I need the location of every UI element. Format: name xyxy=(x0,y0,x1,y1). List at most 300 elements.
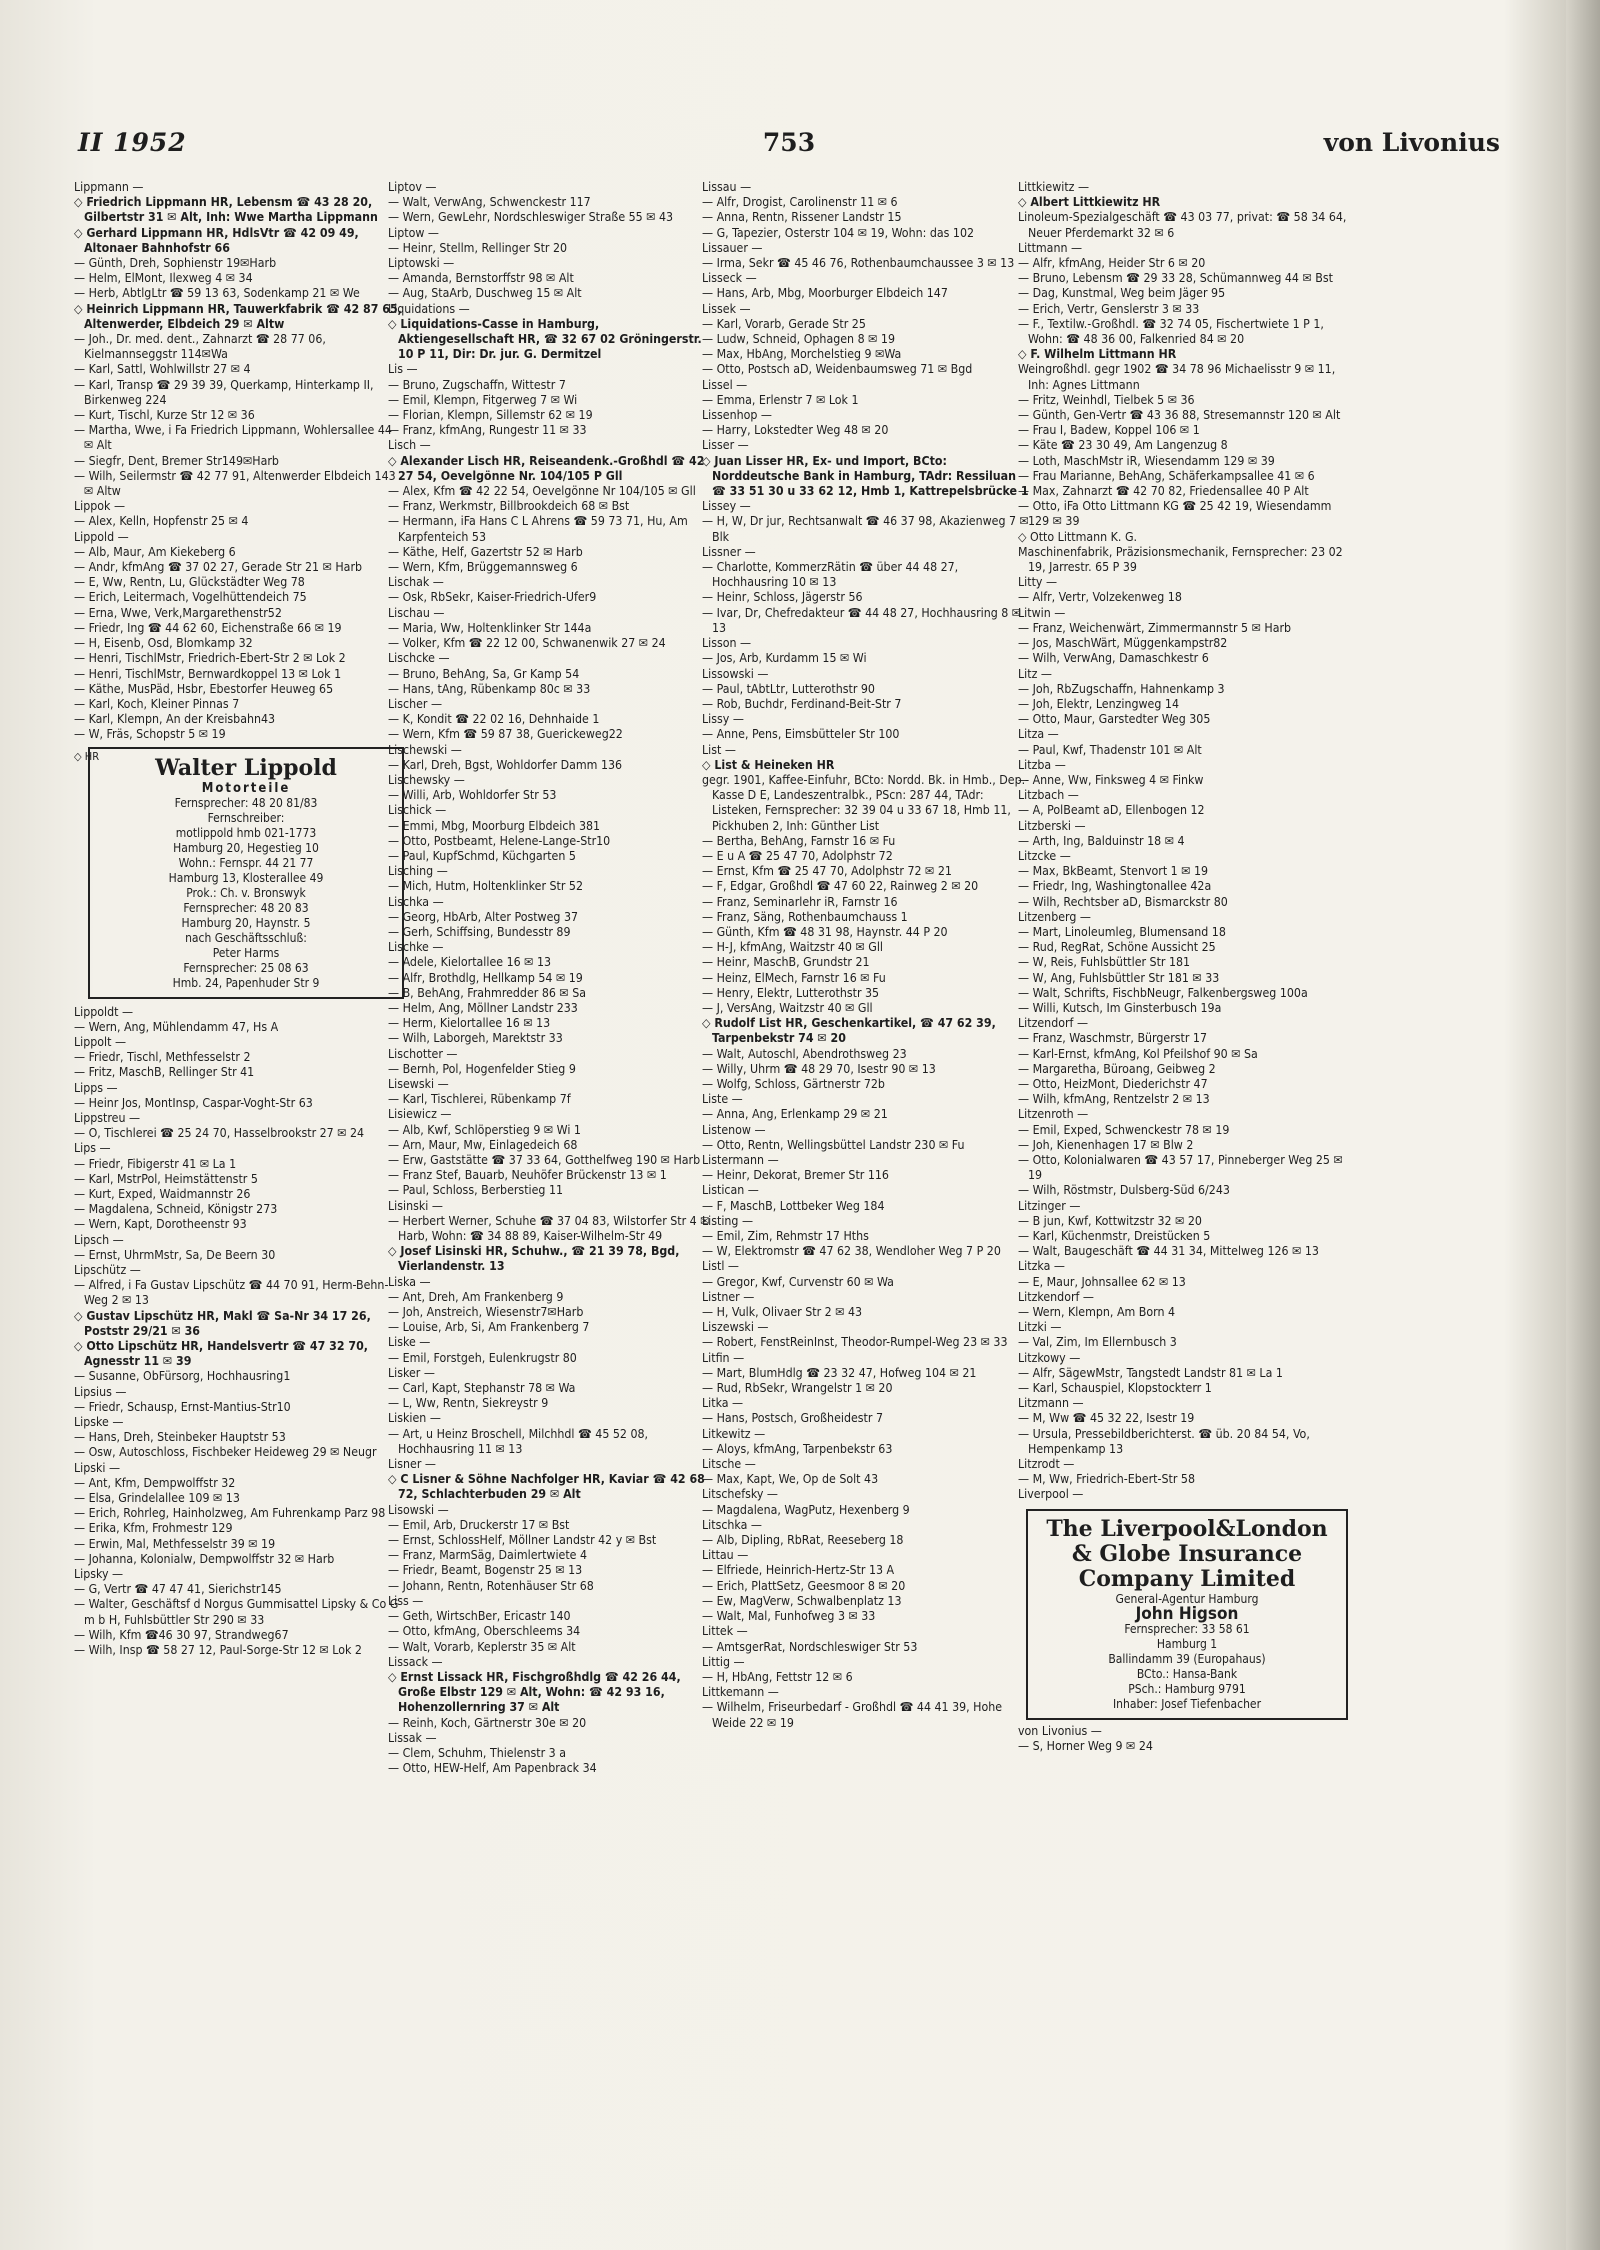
directory-entry: — Joh, Anstreich, Wiesenstr7✉Harb xyxy=(388,1305,584,1320)
directory-entry: — Karl, Transp ☎ 29 39 39, Querkamp, Hinterkamp II, Birkenweg 224 xyxy=(74,377,374,407)
directory-entry: — Amanda, Bernstorffstr 98 ✉ Alt xyxy=(388,271,574,286)
ad-line: nach Geschäftsschluß: xyxy=(185,930,307,945)
directory-entry: — Wern, Kfm, Brüggemannsweg 6 xyxy=(388,560,578,575)
directory-entry: — Elsa, Grindelallee 109 ✉ 13 xyxy=(74,1491,240,1506)
directory-entry: — Franz, MarmSäg, Daimlertwiete 4 xyxy=(388,1548,588,1563)
directory-entry: Weingroßhdl. gegr 1902 ☎ 34 78 96 Michaelisstr 9 ✉ 11, Inh: Agnes Littmann xyxy=(1018,362,1336,392)
directory-entry: — F, MaschB, Lottbeker Weg 184 xyxy=(702,1198,885,1213)
directory-entry: — Max, HbAng, Morchelstieg 9 ✉Wa xyxy=(702,347,902,362)
directory-entry: — Fritz, MaschB, Rellinger Str 41 xyxy=(74,1065,255,1080)
directory-entry: — Robert, FenstReinInst, Theodor-Rumpel-Weg 23 ✉ 33 xyxy=(702,1335,1008,1350)
directory-entry: — Paul, KupfSchmd, Küchgarten 5 xyxy=(388,848,576,863)
directory-entry: — H, Eisenb, Osd, Blomkamp 32 xyxy=(74,636,253,651)
header-volume-year: II 1952 xyxy=(78,128,187,157)
directory-entry: Liss — xyxy=(388,1593,424,1608)
directory-entry: — Otto, Postsch aD, Weidenbaumsweg 71 ✉ Bgd xyxy=(702,362,973,377)
ad-title-line: Company Limited xyxy=(1078,1565,1296,1592)
directory-entry: — Art, u Heinz Broschell, Milchhdl ☎ 45 52 08, Hochhausring 11 ✉ 13 xyxy=(388,1426,649,1456)
directory-entry: — Friedr, Fibigerstr 41 ✉ La 1 xyxy=(74,1156,237,1171)
ad-lines xyxy=(96,796,396,991)
directory-entry: Litzba — xyxy=(1018,757,1066,772)
directory-entry: — G, Vertr ☎ 47 47 41, Sierichstr145 xyxy=(74,1582,282,1597)
directory-entry: Listican — xyxy=(702,1183,759,1198)
directory-entry: — Emil, Forstgeh, Eulenkrugstr 80 xyxy=(388,1350,577,1365)
directory-entry: Lisowski — xyxy=(388,1502,449,1517)
directory-entry: Linoleum-Spezialgeschäft ☎ 43 03 77, privat: ☎ 58 34 64, Neuer Pferdemarkt 32 ✉ 6 xyxy=(1018,210,1347,240)
directory-entry: — Alb, Kwf, Schlöperstieg 9 ✉ Wi 1 xyxy=(388,1122,581,1137)
ad-line: Fernsprecher: 33 58 61 xyxy=(1124,1621,1250,1636)
ad-agency: General-Agentur Hamburg xyxy=(1115,1591,1259,1606)
directory-entry: Lippolt — xyxy=(74,1034,127,1049)
directory-entry: Lisinski — xyxy=(388,1198,443,1213)
directory-entry: Lippoldt — xyxy=(74,1004,134,1019)
directory-entry: — Wern, Klempn, Am Born 4 xyxy=(1018,1305,1176,1320)
directory-entry: — H, W, Dr jur, Rechtsanwalt ☎ 46 37 98, Akazienweg 7 ✉ Blk xyxy=(702,514,1029,544)
ad-title-line: & Globe Insurance xyxy=(1071,1540,1303,1567)
directory-entry: — Friedr, Tischl, Methfesselstr 2 xyxy=(74,1050,251,1065)
directory-entry: Liptow — xyxy=(388,225,439,240)
directory-entry: — Wilh, Rechtsber aD, Bismarckstr 80 xyxy=(1018,894,1228,909)
directory-entry: — Walt, Mal, Funhofweg 3 ✉ 33 xyxy=(702,1609,876,1624)
directory-entry: Listenow — xyxy=(702,1122,766,1137)
directory-entry: — Anna, Rentn, Rissener Landstr 15 xyxy=(702,210,902,225)
directory-entry: Litfin — xyxy=(702,1350,745,1365)
directory-entry: — Andr, kfmAng ☎ 37 02 27, Gerade Str 21 ✉ Harb xyxy=(74,560,363,575)
directory-entry: — Alex, Kelln, Hopfenstr 25 ✉ 4 xyxy=(74,514,249,529)
directory-entry: Lis — xyxy=(388,362,418,377)
directory-entry: Lisner — xyxy=(388,1457,436,1472)
directory-entry: — Georg, HbArb, Alter Postweg 37 xyxy=(388,909,579,924)
directory-entry: — M, Ww, Friedrich-Ebert-Str 58 xyxy=(1018,1472,1195,1487)
directory-entry: — Friedr, Ing ☎ 44 62 60, Eichenstraße 66 ✉ 19 xyxy=(74,620,342,635)
directory-entry: Liptov — xyxy=(388,180,437,194)
directory-entry: Liskien — xyxy=(388,1411,441,1426)
directory-entry: — Magdalena, WagPutz, Hexenberg 9 xyxy=(702,1502,910,1517)
directory-entry: — Erw, Gaststätte ☎ 37 33 64, Gotthelfweg 190 ✉ Harb xyxy=(388,1153,701,1167)
directory-entry: — Mart, Linoleumleg, Blumensand 18 xyxy=(1018,924,1226,939)
directory-entry: — Franz Stef, Bauarb, Neuhöfer Brückenstr 13 ✉ 1 xyxy=(388,1168,667,1183)
directory-entry: — Mart, BlumHdlg ☎ 23 32 47, Hofweg 104 ✉ 21 xyxy=(702,1365,977,1380)
directory-entry: — Joh, Kienenhagen 17 ✉ Blw 2 xyxy=(1018,1137,1194,1152)
directory-entry: Lissy — xyxy=(702,712,744,727)
directory-entry: — Emil, Arb, Druckerstr 17 ✉ Bst xyxy=(388,1517,570,1532)
directory-entry: — Wilh, Insp ☎ 58 27 12, Paul-Sorge-Str 12 ✉ Lok 2 xyxy=(74,1643,362,1658)
directory-entry: Litzrodt — xyxy=(1018,1457,1075,1472)
directory-entry: ◇ Rudolf List HR, Geschenkartikel, ☎ 47 62 39, Tarpenbekstr 74 ✉ 20 xyxy=(702,1016,996,1046)
ad-line: Fernsprecher: 48 20 83 xyxy=(183,900,309,915)
directory-entry: — Arth, Ing, Balduinstr 18 ✉ 4 xyxy=(1018,833,1185,848)
directory-entry: — Heinr, Dekorat, Bremer Str 116 xyxy=(702,1168,889,1183)
directory-entry: — W, Reis, Fuhlsbüttler Str 181 xyxy=(1018,955,1191,970)
directory-entry: — Günth, Kfm ☎ 48 31 98, Haynstr. 44 P 20 xyxy=(702,924,948,939)
directory-entry: — Bertha, BehAng, Farnstr 16 ✉ Fu xyxy=(702,833,896,848)
directory-entry: — W, Ang, Fuhlsbüttler Str 181 ✉ 33 xyxy=(1018,970,1220,985)
directory-entry: — Adele, Kielortallee 16 ✉ 13 xyxy=(388,955,552,970)
directory-entry: — Aug, StaArb, Duschweg 15 ✉ Alt xyxy=(388,286,582,301)
directory-entry: Lischer — xyxy=(388,696,443,711)
directory-entry: — Willi, Arb, Wohldorfer Str 53 xyxy=(388,788,557,803)
directory-entry: Littau — xyxy=(702,1548,749,1563)
directory-entry: — Max, Kapt, We, Op de Solt 43 xyxy=(702,1472,879,1487)
directory-entry: — Harry, Lokstedter Weg 48 ✉ 20 xyxy=(702,423,889,438)
directory-entry: — Erna, Wwe, Verk,Margarethenstr52 xyxy=(74,605,282,620)
directory-entry: — Karl, MstrPol, Heimstättenstr 5 xyxy=(74,1171,258,1186)
directory-entry: — Otto, Rentn, Wellingsbüttel Landstr 230 ✉ Fu xyxy=(702,1137,965,1152)
directory-entry: List — xyxy=(702,742,736,757)
ad-line: BCto.: Hansa-Bank xyxy=(1136,1666,1238,1681)
directory-entry: — Geth, WirtschBer, Ericastr 140 xyxy=(388,1609,571,1624)
directory-entry: — Emma, Erlenstr 7 ✉ Lok 1 xyxy=(702,392,859,407)
directory-entry: — Frau Marianne, BehAng, Schäferkampsallee 41 ✉ 6 xyxy=(1018,468,1315,483)
directory-entry: — Susanne, ObFürsorg, Hochhausring1 xyxy=(74,1369,291,1384)
directory-entry: Liske — xyxy=(388,1335,431,1350)
directory-entry: — Paul, Kwf, Thadenstr 101 ✉ Alt xyxy=(1018,742,1202,757)
directory-entry: Littmann — xyxy=(1018,240,1083,255)
directory-entry: — F, Edgar, Großhdl ☎ 47 60 22, Rainweg 2 ✉ 20 xyxy=(702,879,979,894)
directory-entry: — Günth, Gen-Vertr ☎ 43 36 88, Stresemannstr 120 ✉ Alt xyxy=(1018,408,1341,423)
directory-entry: Litzenroth — xyxy=(1018,1107,1089,1122)
column-1-entries-top xyxy=(74,180,404,743)
directory-entry: — Hans, Dreh, Steinbeker Hauptstr 53 xyxy=(74,1430,286,1445)
directory-entry: Litschka — xyxy=(702,1517,762,1532)
ad-line: Hmb. 24, Papenhuder Str 9 xyxy=(172,975,320,990)
directory-entry: — Erich, PlattSetz, Geesmoor 8 ✉ 20 xyxy=(702,1578,906,1593)
directory-entry: — Franz, kfmAng, Rungestr 11 ✉ 33 xyxy=(388,423,587,438)
directory-entry: — Wolfg, Schloss, Gärtnerstr 72b xyxy=(702,1076,885,1091)
directory-entry: Lisseck — xyxy=(702,271,757,286)
directory-entry: — Alfr, kfmAng, Heider Str 6 ✉ 20 xyxy=(1018,256,1206,271)
directory-entry: Listner — xyxy=(702,1289,755,1304)
ad-line: Peter Harms xyxy=(212,945,280,960)
directory-entry: — Karl, Schauspiel, Klopstockterr 1 xyxy=(1018,1381,1212,1396)
directory-entry: — H-J, kfmAng, Waitzstr 40 ✉ Gll xyxy=(702,940,883,955)
directory-entry: — Wilh, kfmAng, Rentzelstr 2 ✉ 13 xyxy=(1018,1092,1210,1107)
directory-entry: Litzkowy — xyxy=(1018,1350,1081,1365)
header-running-name: von Livonius xyxy=(1323,128,1500,157)
directory-entry: — Erich, Vertr, Genslerstr 3 ✉ 33 xyxy=(1018,301,1200,316)
directory-entry: Litwin — xyxy=(1018,605,1066,620)
directory-entry: — L, Ww, Rentn, Siekreystr 9 xyxy=(388,1396,549,1411)
directory-entry: — Karl, Sattl, Wohlwillstr 27 ✉ 4 xyxy=(74,362,251,377)
directory-entry: — Jos, MaschWärt, Müggenkampstr82 xyxy=(1018,636,1228,651)
directory-entry: — E u A ☎ 25 47 70, Adolphstr 72 xyxy=(702,848,893,863)
directory-entry: gegr. 1901, Kaffee-Einfuhr, BCto: Nordd. Bk. in Hmb., Dep.-Kasse D E, Landeszentralbk., PScn: 287 44, TAdr: Listeken, Fernsprecher: 32 39 04 u 33 67 18, Hmb 11, Pickhuben 2, Inh: Günther List xyxy=(702,772,1030,833)
directory-entry: — Rob, Buchdr, Ferdinand-Beit-Str 7 xyxy=(702,696,902,711)
directory-entry: ◇ F. Wilhelm Littmann HR xyxy=(1018,347,1177,362)
ad-agent: John Higson xyxy=(1135,1603,1239,1624)
ad-title xyxy=(1034,1517,1340,1592)
directory-entry: — O, Tischlerei ☎ 25 24 70, Hasselbrookstr 27 ✉ 24 xyxy=(74,1126,365,1141)
directory-entry: Lischak — xyxy=(388,575,444,590)
directory-entry: Litzmann — xyxy=(1018,1396,1084,1411)
directory-entry: — Max, BkBeamt, Stenvort 1 ✉ 19 xyxy=(1018,864,1209,879)
directory-entry: — Walt, VerwAng, Schwenckestr 117 xyxy=(388,195,591,210)
ad-box xyxy=(88,747,404,999)
directory-entry: — Karl-Ernst, kfmAng, Kol Pfeilshof 90 ✉ Sa xyxy=(1018,1046,1258,1061)
directory-entry: — Bruno, Zugschaffn, Wittestr 7 xyxy=(388,377,566,392)
ad-line: Hamburg 1 xyxy=(1156,1636,1218,1651)
column-1-entries-bottom xyxy=(74,1005,404,1659)
directory-entry: — Käte ☎ 23 30 49, Am Langenzug 8 xyxy=(1018,438,1228,453)
directory-entry: Litsche — xyxy=(702,1457,756,1472)
directory-entry: Lisker — xyxy=(388,1365,435,1380)
directory-entry: — B jun, Kwf, Kottwitzstr 32 ✉ 20 xyxy=(1018,1213,1202,1228)
directory-entry: — Otto, kfmAng, Oberschleems 34 xyxy=(388,1624,581,1639)
directory-entry: — Alex, Kfm ☎ 42 22 54, Oevelgönne Nr 104/105 ✉ Gll xyxy=(388,484,696,499)
directory-entry: — Karl, Dreh, Bgst, Wohldorfer Damm 136 xyxy=(388,757,623,772)
directory-entry: ◇ Friedrich Lippmann HR, Lebensm ☎ 43 28 20, Gilbertstr 31 ✉ Alt, Inh: Wwe Martha Lippmann xyxy=(74,195,378,225)
directory-entry: Lipsch — xyxy=(74,1232,124,1247)
directory-entry: — Anne, Pens, Eimsbütteler Str 100 xyxy=(702,727,900,742)
directory-entry: Lissek — xyxy=(702,301,751,316)
ad-name: Walter Lippold xyxy=(155,754,337,781)
directory-entry: Litzki — xyxy=(1018,1320,1062,1335)
directory-entry: Litschefsky — xyxy=(702,1487,778,1502)
directory-entry: — Hans, Postsch, Großheidestr 7 xyxy=(702,1411,883,1426)
ad-line: PSch.: Hamburg 9791 xyxy=(1128,1681,1246,1696)
directory-entry: — Mich, Hutm, Holtenklinker Str 52 xyxy=(388,879,584,894)
directory-entry: — Wern, Kapt, Dorotheenstr 93 xyxy=(74,1217,247,1232)
ad-line: Prok.: Ch. v. Bronswyk xyxy=(186,885,306,900)
directory-entry: ◇ Juan Lisser HR, Ex- und Import, BCto: Norddeutsche Bank in Hamburg, TAdr: Ressiluan ☎ 33 51 30 u 33 62 12, Hmb 1, Kattrepelsbrücke 1 xyxy=(702,453,1029,499)
ad-line: Fernsprecher: 25 08 63 xyxy=(183,960,309,975)
directory-entry: Litzbach — xyxy=(1018,788,1079,803)
directory-entry: Lischcke — xyxy=(388,651,450,666)
directory-entry: Listing — xyxy=(702,1213,754,1228)
directory-entry: — Herm, Kielortallee 16 ✉ 13 xyxy=(388,1016,551,1031)
directory-entry: — Erich, Rohrleg, Hainholzweg, Am Fuhrenkamp Parz 98 xyxy=(74,1506,386,1521)
directory-entry: — Volker, Kfm ☎ 22 12 00, Schwanenwik 27 ✉ 24 xyxy=(388,636,666,651)
directory-entry: Lissau — xyxy=(702,180,752,194)
directory-entry: — Joh., Dr. med. dent., Zahnarzt ☎ 28 77 06, Kielmannseggstr 114✉Wa xyxy=(74,332,326,362)
directory-entry: — Friedr, Beamt, Bogenstr 25 ✉ 13 xyxy=(388,1563,583,1578)
directory-entry: ◇ Albert Littkiewitz HR xyxy=(1018,195,1161,210)
directory-entry: Lissack — xyxy=(388,1654,443,1669)
directory-entry: Lippold — xyxy=(74,529,129,544)
page-edge-shadow xyxy=(1566,0,1600,2250)
directory-entry: — Magdalena, Schneid, Königstr 273 xyxy=(74,1202,278,1217)
directory-entry: — Hans, tAng, Rübenkamp 80c ✉ 33 xyxy=(388,681,591,696)
directory-entry: Lipsius — xyxy=(74,1384,127,1399)
directory-entry: — Wilh, VerwAng, Damaschkestr 6 xyxy=(1018,651,1209,666)
directory-entry: Maschinenfabrik, Präzisionsmechanik, Fernsprecher: 23 02 19, Jarrestr. 65 P 39 xyxy=(1018,544,1343,575)
directory-entry: Lips — xyxy=(74,1141,111,1156)
directory-entry: — Wilhelm, Friseurbedarf - Großhdl ☎ 44 41 39, Hohe Weide 22 ✉ 19 xyxy=(702,1700,1003,1730)
directory-entry: — Irma, Sekr ☎ 45 46 76, Rothenbaumchaussee 3 ✉ 13 xyxy=(702,256,1015,271)
directory-entry: Liquidations — xyxy=(388,301,470,316)
directory-entry: — H, Vulk, Olivaer Str 2 ✉ 43 xyxy=(702,1305,863,1320)
directory-entry: — Kurt, Tischl, Kurze Str 12 ✉ 36 xyxy=(74,408,255,423)
directory-entry: ◇ Gerhard Lippmann HR, HdlsVtr ☎ 42 09 49, Altonaer Bahnhofstr 66 xyxy=(74,225,359,255)
directory-entry: Lissenhop — xyxy=(702,408,772,423)
directory-entry: Lissner — xyxy=(702,544,756,559)
directory-entry: — Otto, iFa Otto Littmann KG ☎ 25 42 19, Wiesendamm 129 ✉ 39 xyxy=(1018,499,1332,529)
directory-entry: Litzinger — xyxy=(1018,1198,1081,1213)
directory-entry: — Val, Zim, Im Ellernbusch 3 xyxy=(1018,1335,1177,1350)
directory-entry: — Clem, Schuhm, Thielenstr 3 a xyxy=(388,1745,566,1760)
directory-entry: — Franz, Werkmstr, Billbrookdeich 68 ✉ Bst xyxy=(388,499,630,514)
directory-entry: Lissey — xyxy=(702,499,751,514)
directory-entry: — Wilh, Kfm ☎46 30 97, Strandweg67 xyxy=(74,1627,289,1642)
directory-entry: ◇ Otto Lipschütz HR, Handelsvertr ☎ 47 32 70, Agnesstr 11 ✉ 39 xyxy=(74,1338,368,1369)
directory-entry: Lischick — xyxy=(388,803,447,818)
directory-entry: — Erwin, Mal, Methfesselstr 39 ✉ 19 xyxy=(74,1536,276,1551)
directory-entry: — Karl, Küchenmstr, Dreistücken 5 xyxy=(1018,1229,1211,1244)
directory-entry: — Franz, Seminarlehr iR, Farnstr 16 xyxy=(702,894,898,909)
directory-entry: Lipski — xyxy=(74,1460,121,1475)
directory-entry: — Bruno, BehAng, Sa, Gr Kamp 54 xyxy=(388,666,580,681)
directory-entry: — Carl, Kapt, Stephanstr 78 ✉ Wa xyxy=(388,1381,576,1396)
directory-entry: — Max, Zahnarzt ☎ 42 70 82, Friedensallee 40 P Alt xyxy=(1018,484,1309,499)
directory-entry: — Ursula, Pressebildberichterst. ☎ üb. 20 84 54, Vo, Hempenkamp 13 xyxy=(1018,1426,1310,1456)
page-number: 753 xyxy=(762,128,816,157)
ad-line: Wohn.: Fernspr. 44 21 77 xyxy=(178,855,314,870)
directory-entry: — Alfr, Drogist, Carolinenstr 11 ✉ 6 xyxy=(702,195,898,210)
directory-entry: — Charlotte, KommerzRätin ☎ über 44 48 27, Hochhausring 10 ✉ 13 xyxy=(702,560,959,590)
directory-entry: Lipschütz — xyxy=(74,1262,141,1277)
directory-entry: — Willy, Uhrm ☎ 48 29 70, Isestr 90 ✉ 13 xyxy=(702,1061,936,1076)
directory-entry: — Franz, Waschmstr, Bürgerstr 17 xyxy=(1018,1031,1207,1046)
directory-entry: — Johann, Rentn, Rotenhäuser Str 68 xyxy=(388,1578,594,1593)
directory-entry: — Hermann, iFa Hans C L Ahrens ☎ 59 73 71, Hu, Am Karpfenteich 53 xyxy=(388,514,688,544)
ad-walter-lippold xyxy=(74,747,404,999)
directory-entry: — Louise, Arb, Si, Am Frankenberg 7 xyxy=(388,1320,590,1335)
directory-entry: ◇ Gustav Lipschütz HR, Makl ☎ Sa-Nr 34 17 26, Poststr 29/21 ✉ 36 xyxy=(74,1308,371,1338)
directory-entry: — Otto, HeizMont, Diederichstr 47 xyxy=(1018,1076,1208,1091)
directory-entry: ◇ Ernst Lissack HR, Fischgroßhdlg ☎ 42 26 44, Große Elbstr 129 ✉ Alt, Wohn: ☎ 42 93 16, Hohenzollernring 37 ✉ Alt xyxy=(388,1669,681,1715)
directory-entry: — Wilh, Laborgeh, Marektstr 33 xyxy=(388,1031,563,1046)
column-2 xyxy=(388,180,718,2170)
directory-entry: Litzcke — xyxy=(1018,848,1071,863)
directory-entry: Littig — xyxy=(702,1654,745,1669)
directory-entry: — J, VersAng, Waitzstr 40 ✉ Gll xyxy=(702,1000,873,1015)
ad-line: motlippold hmb 021-1773 xyxy=(175,825,317,840)
directory-entry: Lischau — xyxy=(388,605,445,620)
directory-entry: Liverpool — xyxy=(1018,1487,1084,1502)
directory-entry: — Karl, Klempn, An der Kreisbahn43 xyxy=(74,712,276,727)
directory-entry: — Martha, Wwe, i Fa Friedrich Lippmann, Wohlersallee 44 ✉ Alt xyxy=(74,423,392,453)
directory-entry: Lippok — xyxy=(74,499,126,514)
directory-entry: Lipske — xyxy=(74,1415,124,1429)
column-4-entries xyxy=(1018,180,1348,1503)
directory-entry: — Wern, Ang, Mühlendamm 47, Hs A xyxy=(74,1019,279,1034)
directory-entry: Lippmann — xyxy=(74,180,144,194)
directory-entry: — Friedr, Schausp, Ernst-Mantius-Str10 xyxy=(74,1399,291,1414)
directory-entry: — M, Ww ☎ 45 32 22, Isestr 19 xyxy=(1018,1411,1195,1426)
directory-entry: Liska — xyxy=(388,1274,431,1289)
ad-liverpool-insurance xyxy=(1026,1509,1348,1720)
directory-entry: — Bruno, Lebensm ☎ 29 33 28, Schümannweg 44 ✉ Bst xyxy=(1018,271,1333,286)
directory-entry: — F., Textilw.-Großhdl. ☎ 32 74 05, Fischertwiete 1 P 1, Wohn: ☎ 48 36 00, Falkenried 84 ✉ 20 xyxy=(1018,316,1324,347)
directory-entry: Lisewski — xyxy=(388,1076,449,1091)
directory-entry: — Ernst, UhrmMstr, Sa, De Beern 30 xyxy=(74,1247,276,1262)
directory-entry: Litzenberg — xyxy=(1018,909,1091,924)
directory-entry: — Käthe, MusPäd, Hsbr, Ebestorfer Heuweg 65 xyxy=(74,681,334,696)
directory-entry: Littkiewitz — xyxy=(1018,180,1090,194)
directory-entry: Litzka — xyxy=(1018,1259,1065,1274)
directory-entry: — Ew, MagVerw, Schwalbenplatz 13 xyxy=(702,1593,902,1608)
directory-entry: — Emmi, Mbg, Moorburg Elbdeich 381 xyxy=(388,818,601,833)
ad-marker: ◇ HR xyxy=(74,749,100,763)
directory-entry: Litzberski — xyxy=(1018,818,1086,833)
directory-entry: — Margaretha, Büroang, Geibweg 2 xyxy=(1018,1061,1216,1076)
directory-entry: — Siegfr, Dent, Bremer Str149✉Harb xyxy=(74,453,279,468)
directory-entry: Lischewsky — xyxy=(388,772,465,787)
directory-entry: Lissel — xyxy=(702,377,748,392)
directory-entry: — Franz, Weichenwärt, Zimmermannstr 5 ✉ Harb xyxy=(1018,620,1292,635)
directory-entry: — A, PolBeamt aD, Ellenbogen 12 xyxy=(1018,803,1205,818)
directory-entry: Lissak — xyxy=(388,1730,437,1745)
directory-entry: — Johanna, Kolonialw, Dempwolffstr 32 ✉ Harb xyxy=(74,1551,335,1566)
ad-line: Hamburg 13, Klosterallee 49 xyxy=(168,870,324,885)
directory-entry: — Wern, GewLehr, Nordschleswiger Straße 55 ✉ 43 xyxy=(388,210,674,225)
column-4-entries-bottom xyxy=(1018,1724,1348,1754)
directory-entry: — Günth, Dreh, Sophienstr 19✉Harb xyxy=(74,256,277,271)
directory-entry: — Ludw, Schneid, Ophagen 8 ✉ 19 xyxy=(702,332,895,347)
directory-entry: Litzkendorf — xyxy=(1018,1289,1094,1304)
directory-entry: Litzendorf — xyxy=(1018,1016,1089,1031)
directory-entry: — Hans, Arb, Mbg, Moorburger Elbdeich 147 xyxy=(702,286,948,301)
column-1 xyxy=(74,180,404,2170)
directory-entry: — Willi, Kutsch, Im Ginsterbusch 19a xyxy=(1018,1000,1222,1015)
directory-entry: — Gregor, Kwf, Curvenstr 60 ✉ Wa xyxy=(702,1274,894,1289)
directory-entry: — Erich, Leitermach, Vogelhüttendeich 75 xyxy=(74,590,307,605)
directory-entry: Liszewski — xyxy=(702,1320,769,1335)
directory-entry: — W, Fräs, Schopstr 5 ✉ 19 xyxy=(74,727,226,742)
directory-entry: — Ant, Kfm, Dempwolffstr 32 xyxy=(74,1475,236,1490)
directory-entry: ◇ Heinrich Lippmann HR, Tauwerkfabrik ☎ 42 87 65, Altenwerder, Elbdeich 29 ✉ Altw xyxy=(74,301,402,331)
directory-entry: — Heinr, Schloss, Jägerstr 56 xyxy=(702,590,863,605)
directory-entry: — Herbert Werner, Schuhe ☎ 37 04 83, Wilstorfer Str 4 ✉ Harb, Wohn: ☎ 34 88 89, Kaiser-Wilhelm-Str 49 xyxy=(388,1213,710,1244)
directory-entry: — Käthe, Helf, Gazertstr 52 ✉ Harb xyxy=(388,544,583,559)
directory-entry: — Paul, tAbtLtr, Lutterothstr 90 xyxy=(702,681,875,696)
directory-entry: — Walt, Schrifts, FischbNeugr, Falkenbergsweg 100a xyxy=(1018,985,1308,1000)
directory-entry: — Wern, Kfm ☎ 59 87 38, Guerickeweg22 xyxy=(388,727,623,742)
directory-entry: — Walt, Autoschl, Abendrothsweg 23 xyxy=(702,1046,907,1061)
directory-entry: ◇ Josef Lisinski HR, Schuhw., ☎ 21 39 78, Bgd, Vierlandenstr. 13 xyxy=(388,1244,680,1274)
directory-entry: Littkemann — xyxy=(702,1685,779,1700)
directory-entry: — G, Tapezier, Osterstr 104 ✉ 19, Wohn: das 102 xyxy=(702,225,975,240)
directory-entry: — Heinz, ElMech, Farnstr 16 ✉ Fu xyxy=(702,970,886,985)
directory-entry: Litty — xyxy=(1018,575,1058,590)
directory-entry: Liste — xyxy=(702,1092,743,1107)
directory-entry: ◇ C Lisner & Söhne Nachfolger HR, Kaviar ☎ 42 68 72, Schlachterbuden 29 ✉ Alt xyxy=(388,1472,705,1502)
directory-entry: — Walt, Vorarb, Keplerstr 35 ✉ Alt xyxy=(388,1639,576,1654)
directory-entry: — Jos, Arb, Kurdamm 15 ✉ Wi xyxy=(702,651,867,666)
directory-entry: — Emil, Exped, Schwenckestr 78 ✉ 19 xyxy=(1018,1122,1230,1137)
directory-entry: — Wilh, Röstmstr, Dulsberg-Süd 6/243 xyxy=(1018,1183,1230,1198)
ad-line: Hamburg 20, Hegestieg 10 xyxy=(173,840,319,855)
column-4 xyxy=(1018,180,1348,2170)
directory-entry: — Arn, Maur, Mw, Einlagedeich 68 xyxy=(388,1137,578,1152)
column-3 xyxy=(702,180,1032,2170)
directory-entry: — Ivar, Dr, Chefredakteur ☎ 44 48 27, Hochhausring 8 ✉ 13 xyxy=(702,605,1022,635)
directory-entry: — Bernh, Pol, Hogenfelder Stieg 9 xyxy=(388,1061,576,1076)
directory-entry: — Heinr, MaschB, Grundstr 21 xyxy=(702,955,870,970)
directory-entry: — Emil, Zim, Rehmstr 17 Hths xyxy=(702,1229,869,1244)
directory-entry: Litza — xyxy=(1018,727,1059,742)
directory-entry: ◇ Otto Littmann K. G. xyxy=(1018,529,1138,544)
directory-entry: Lisson — xyxy=(702,636,752,651)
directory-entry: — Reinh, Koch, Gärtnerstr 30e ✉ 20 xyxy=(388,1715,587,1730)
directory-entry: — Anne, Ww, Finksweg 4 ✉ Finkw xyxy=(1018,772,1204,787)
directory-entry: — E, Ww, Rentn, Lu, Glückstädter Weg 78 xyxy=(74,575,305,590)
directory-entry: Lisch — xyxy=(388,438,431,453)
directory-entry: — Helm, Ang, Möllner Landstr 233 xyxy=(388,1000,578,1015)
directory-entry: — Heinr, Stellm, Rellinger Str 20 xyxy=(388,240,568,255)
directory-entry: — Osk, RbSekr, Kaiser-Friedrich-Ufer9 xyxy=(388,590,597,605)
directory-entry: — Loth, MaschMstr iR, Wiesendamm 129 ✉ 39 xyxy=(1018,453,1275,468)
